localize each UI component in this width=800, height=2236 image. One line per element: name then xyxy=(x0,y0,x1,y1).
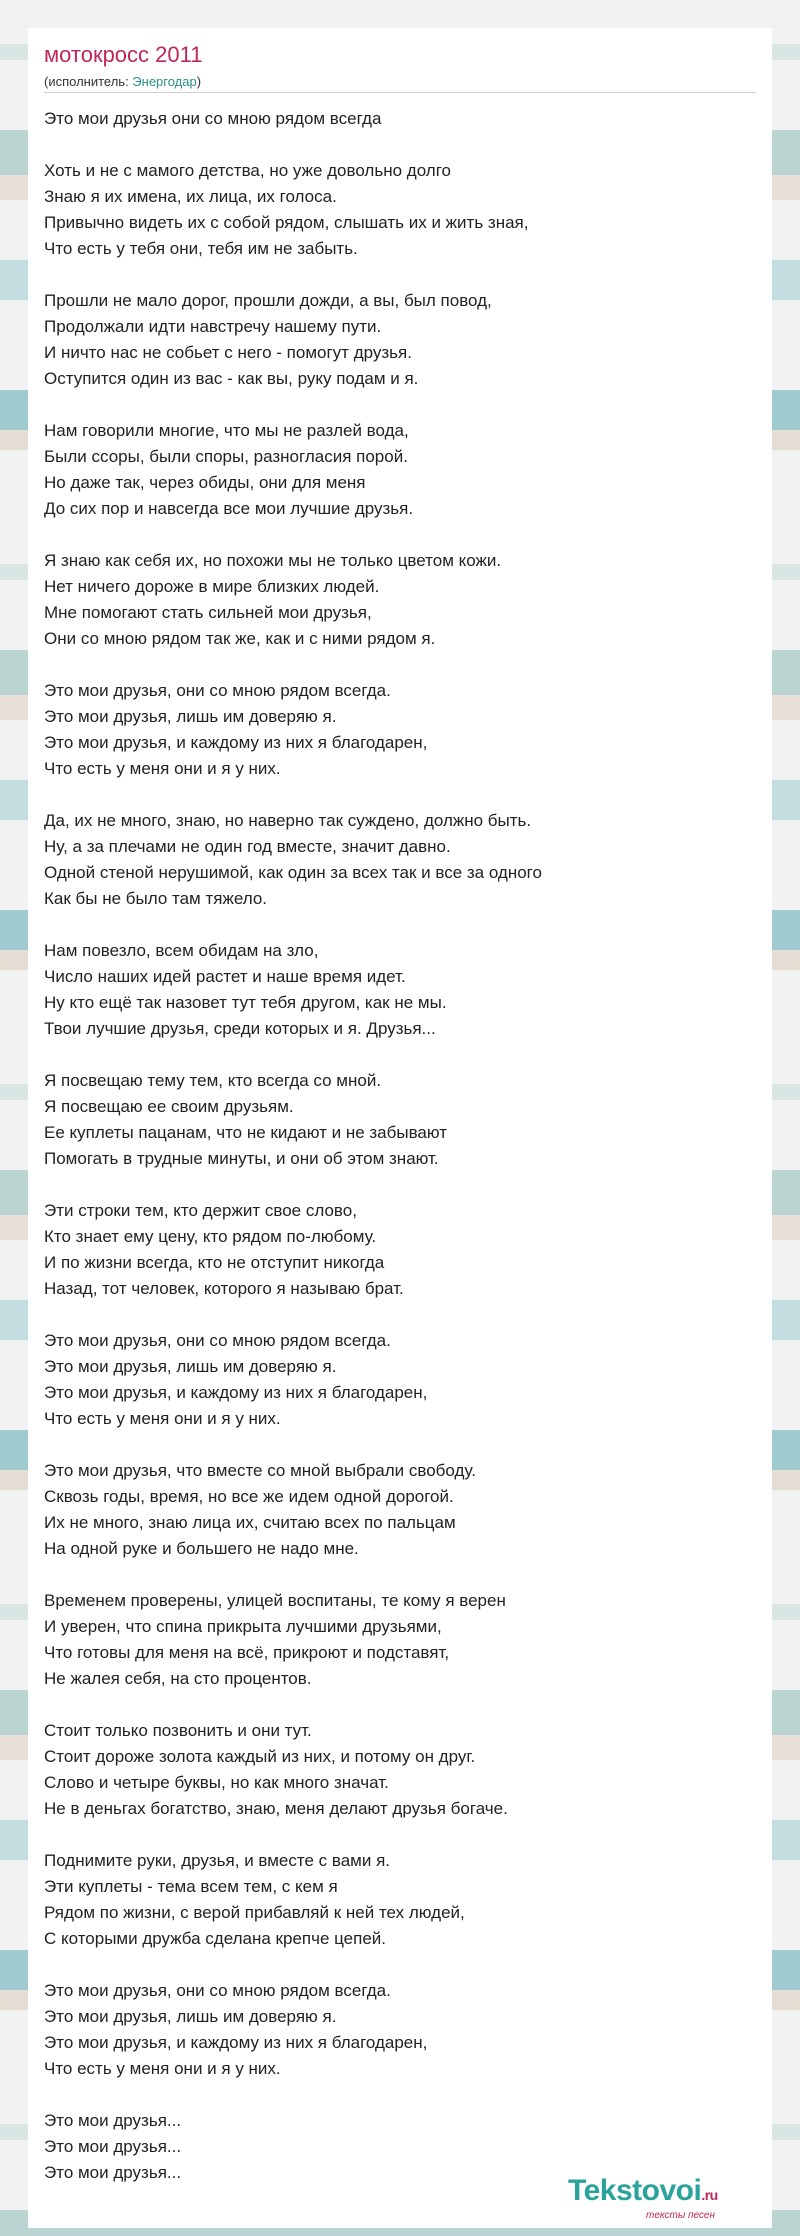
lyric-line: Это мои друзья, они со мною рядом всегда. xyxy=(44,1981,391,2000)
stanza-gap xyxy=(44,392,756,418)
lyric-line: Временем проверены, улицей воспитаны, те кому я верен xyxy=(44,1591,506,1610)
lyric-line: Да, их не много, знаю, но наверно так суждено, должно быть. xyxy=(44,811,532,830)
lyric-line: До сих пор и навсегда все мои лучшие друзья. xyxy=(44,499,414,518)
lyric-line: Это мои друзья, лишь им доверяю я. xyxy=(44,2007,337,2026)
lyric-line: Я знаю как себя их, но похожи мы не только цветом кожи. xyxy=(44,551,502,570)
lyric-line: Стоит только позвонить и они тут. xyxy=(44,1721,312,1740)
lyric-line: Прошли не мало дорог, прошли дожди, а вы, был повод, xyxy=(44,291,492,310)
lyric-line: Это мои друзья... xyxy=(44,2163,182,2182)
stanza-gap xyxy=(44,1822,756,1848)
lyric-line: Не жалея себя, на сто процентов. xyxy=(44,1669,312,1688)
lyric-line: Ее куплеты пацанам, что не кидают и не забывают xyxy=(44,1123,448,1142)
lyric-line: Это мои друзья, они со мною рядом всегда. xyxy=(44,1331,391,1350)
lyric-line: Нет ничего дороже в мире близких людей. xyxy=(44,577,380,596)
stanza-gap xyxy=(44,522,756,548)
stanza-gap xyxy=(44,1302,756,1328)
logo-tagline: тексты песен xyxy=(646,2210,715,2221)
lyric-line: И уверен, что спина прикрыта лучшими друзьями, xyxy=(44,1617,442,1636)
lyric-line: Я посвещаю тему тем, кто всегда со мной. xyxy=(44,1071,382,1090)
stanza-gap xyxy=(44,132,756,158)
lyric-line: Назад, тот человек, которого я называю брат. xyxy=(44,1279,404,1298)
song-title: мотокросс 2011 xyxy=(44,42,203,67)
lyric-line: Поднимите руки, друзья, и вместе с вами я. xyxy=(44,1851,391,1870)
logo-tld: .ru xyxy=(701,2187,718,2203)
stanza-gap xyxy=(44,2082,756,2108)
lyric-line: Сквозь годы, время, но все же идем одной дорогой. xyxy=(44,1487,454,1506)
lyric-line: С которыми дружба сделана крепче цепей. xyxy=(44,1929,387,1948)
lyric-line: Что готовы для меня на всё, прикроют и подставят, xyxy=(44,1643,450,1662)
site-logo[interactable] xyxy=(568,2174,718,2208)
lyric-line: Это мои друзья, и каждому из них я благодарен, xyxy=(44,2033,428,2052)
lyric-line: Ну кто ещё так назовет тут тебя другом, как не мы. xyxy=(44,993,447,1012)
lyric-line: Их не много, знаю лица их, считаю всех по пальцам xyxy=(44,1513,456,1532)
lyric-line: Мне помогают стать сильней мои друзья, xyxy=(44,603,372,622)
lyric-line: И ничто нас не собьет с него - помогут друзья. xyxy=(44,343,412,362)
lyric-line: Были ссоры, были споры, разногласия порой. xyxy=(44,447,408,466)
artist-link[interactable]: Энергодар xyxy=(132,74,197,89)
lyric-line: Что есть у тебя они, тебя им не забыть. xyxy=(44,239,358,258)
lyric-line: Что есть у меня они и я у них. xyxy=(44,1409,281,1428)
lyric-line: Продолжали идти навстречу нашему пути. xyxy=(44,317,382,336)
lyric-line: Стоит дороже золота каждый из них, и потому он друг. xyxy=(44,1747,476,1766)
stanza-gap xyxy=(44,262,756,288)
lyric-line: Как бы не было там тяжело. xyxy=(44,889,268,908)
lyric-line: Эти строки тем, кто держит свое слово, xyxy=(44,1201,357,1220)
lyric-line: Ну, а за плечами не один год вместе, значит давно. xyxy=(44,837,451,856)
lyric-line: Что есть у меня они и я у них. xyxy=(44,759,281,778)
lyric-line: Это мои друзья, что вместе со мной выбрали свободу. xyxy=(44,1461,476,1480)
stanza-gap xyxy=(44,1432,756,1458)
artist-prefix: (исполнитель: xyxy=(44,74,133,89)
lyric-line: Они со мною рядом так же, как и с ними рядом я. xyxy=(44,629,436,648)
lyric-line: Что есть у меня они и я у них. xyxy=(44,2059,281,2078)
lyrics-body xyxy=(44,106,756,2186)
lyric-line: Привычно видеть их с собой рядом, слышать их и жить зная, xyxy=(44,213,529,232)
lyric-line: Слово и четыре буквы, но как много значат. xyxy=(44,1773,389,1792)
lyric-line: Твои лучшие друзья, среди которых и я. Друзья... xyxy=(44,1019,436,1038)
title-divider xyxy=(44,92,756,93)
lyric-line: Эти куплеты - тема всем тем, с кем я xyxy=(44,1877,338,1896)
stanza-gap xyxy=(44,1692,756,1718)
lyric-line: Знаю я их имена, их лица, их голоса. xyxy=(44,187,337,206)
lyric-line: Оступится один из вас - как вы, руку подам и я. xyxy=(44,369,419,388)
lyric-line: Число наших идей растет и наше время идет. xyxy=(44,967,406,986)
logo-name: Tekstovoi xyxy=(568,2174,702,2207)
lyric-line: Нам говорили многие, что мы не разлей вода, xyxy=(44,421,409,440)
lyric-line: Рядом по жизни, с верой прибавляй к ней тех людей, xyxy=(44,1903,465,1922)
lyric-line: Но даже так, через обиды, они для меня xyxy=(44,473,366,492)
lyric-line: Не в деньгах богатство, знаю, меня делают друзья богаче. xyxy=(44,1799,508,1818)
lyric-line: Кто знает ему цену, кто рядом по-любому. xyxy=(44,1227,377,1246)
lyric-line: Хоть и не с мамого детства, но уже довольно долго xyxy=(44,161,451,180)
lyric-line: Помогать в трудные минуты, и они об этом знают. xyxy=(44,1149,439,1168)
lyric-line: На одной руке и большего не надо мне. xyxy=(44,1539,359,1558)
lyric-line: Это мои друзья... xyxy=(44,2137,182,2156)
lyric-line: Это мои друзья они со мною рядом всегда xyxy=(44,109,382,128)
stanza-gap xyxy=(44,1172,756,1198)
lyric-line: Это мои друзья... xyxy=(44,2111,182,2130)
stanza-gap xyxy=(44,1562,756,1588)
lyric-line: Это мои друзья, лишь им доверяю я. xyxy=(44,1357,337,1376)
artist-line xyxy=(44,74,201,89)
stanza-gap xyxy=(44,1042,756,1068)
artist-suffix: ) xyxy=(196,74,202,89)
stanza-gap xyxy=(44,1952,756,1978)
lyric-line: Это мои друзья, они со мною рядом всегда. xyxy=(44,681,391,700)
lyric-line: Я посвещаю ее своим друзьям. xyxy=(44,1097,294,1116)
lyric-line: Это мои друзья, и каждому из них я благодарен, xyxy=(44,1383,428,1402)
stanza-gap xyxy=(44,652,756,678)
lyrics-card xyxy=(28,28,772,2228)
lyric-line: Это мои друзья, лишь им доверяю я. xyxy=(44,707,337,726)
lyric-line: Нам повезло, всем обидам на зло, xyxy=(44,941,319,960)
lyric-line: Одной стеной нерушимой, как один за всех так и все за одного xyxy=(44,863,542,882)
stanza-gap xyxy=(44,782,756,808)
lyric-line: И по жизни всегда, кто не отступит никогда xyxy=(44,1253,385,1272)
lyric-line: Это мои друзья, и каждому из них я благодарен, xyxy=(44,733,428,752)
stanza-gap xyxy=(44,912,756,938)
